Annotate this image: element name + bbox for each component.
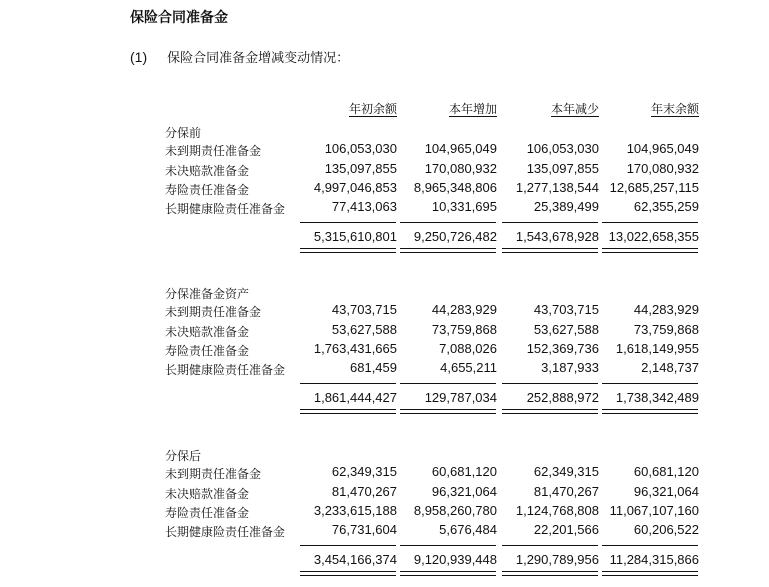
total-double-rule <box>602 571 698 576</box>
total-cell: 1,861,444,427 <box>313 389 397 405</box>
table-cell: 60,681,120 <box>633 464 699 480</box>
total-cell: 1,543,678,928 <box>515 228 599 244</box>
table-cell: 43,703,715 <box>533 302 599 318</box>
table-cell: 1,124,768,808 <box>515 502 599 518</box>
total-cell: 11,284,315,866 <box>609 551 699 567</box>
table-cell: 77,413,063 <box>331 199 397 215</box>
total-double-rule <box>502 409 598 414</box>
total-cell: 1,738,342,489 <box>615 389 699 405</box>
subtotal-rule <box>400 545 496 546</box>
section-heading: 分保后 <box>165 449 202 463</box>
total-double-rule <box>602 409 698 414</box>
table-cell: 106,053,030 <box>324 141 397 157</box>
table-cell: 8,958,260,780 <box>413 502 497 518</box>
subtotal-rule <box>300 383 396 384</box>
total-cell: 129,787,034 <box>424 389 497 405</box>
table-cell: 11,067,107,160 <box>609 502 699 518</box>
total-double-rule <box>400 571 496 576</box>
table-cell: 43,703,715 <box>331 302 397 318</box>
table-cell: 60,681,120 <box>431 464 497 480</box>
table-cell: 106,053,030 <box>526 141 599 157</box>
total-cell: 1,290,789,956 <box>515 551 599 567</box>
row-label: 未决赔款准备金 <box>165 486 250 501</box>
total-double-rule <box>602 248 698 253</box>
column-header: 年末余额 <box>650 102 699 116</box>
table-cell: 1,277,138,544 <box>515 179 599 195</box>
subtotal-rule <box>602 545 698 546</box>
table-cell: 1,618,149,955 <box>615 340 699 356</box>
row-label: 寿险责任准备金 <box>165 505 250 520</box>
subtitle-number: (1) <box>130 49 148 65</box>
table-cell: 62,355,259 <box>633 199 699 215</box>
total-cell: 252,888,972 <box>526 389 599 405</box>
total-double-rule <box>300 409 396 414</box>
row-label: 未到期责任准备金 <box>165 305 262 320</box>
section-heading: 分保前 <box>165 126 202 140</box>
table-cell: 8,965,348,806 <box>413 179 497 195</box>
row-label: 寿险责任准备金 <box>165 343 250 358</box>
column-header: 年初余额 <box>348 102 397 116</box>
row-label: 未决赔款准备金 <box>165 163 250 178</box>
table-cell: 76,731,604 <box>331 522 397 538</box>
table-cell: 104,965,049 <box>626 141 699 157</box>
total-double-rule <box>400 248 496 253</box>
total-double-rule <box>400 409 496 414</box>
section-heading: 分保准备金资产 <box>165 287 250 301</box>
table-cell: 12,685,257,115 <box>609 179 699 195</box>
table-cell: 2,148,737 <box>641 360 699 376</box>
row-label: 未到期责任准备金 <box>165 144 262 159</box>
subtotal-rule <box>300 545 396 546</box>
subtotal-rule <box>602 222 698 223</box>
subtotal-rule <box>400 383 496 384</box>
table-cell: 73,759,868 <box>633 321 699 337</box>
total-double-rule <box>300 571 396 576</box>
row-label: 长期健康险责任准备金 <box>165 363 286 378</box>
table-cell: 81,470,267 <box>533 483 599 499</box>
subtotal-rule <box>400 222 496 223</box>
subtotal-rule <box>602 383 698 384</box>
table-cell: 135,097,855 <box>526 160 599 176</box>
row-label: 未决赔款准备金 <box>165 324 250 339</box>
total-cell: 13,022,658,355 <box>608 228 699 244</box>
table-cell: 62,349,315 <box>533 464 599 480</box>
table-cell: 3,233,615,188 <box>313 502 397 518</box>
row-label: 未到期责任准备金 <box>165 467 262 482</box>
table-cell: 1,763,431,665 <box>313 340 397 356</box>
column-header: 本年减少 <box>550 102 599 116</box>
row-label: 寿险责任准备金 <box>165 182 250 197</box>
row-label: 长期健康险责任准备金 <box>165 525 286 540</box>
table-cell: 10,331,695 <box>431 199 497 215</box>
page-title: 保险合同准备金 <box>130 10 228 26</box>
total-double-rule <box>502 571 598 576</box>
table-cell: 53,627,588 <box>533 321 599 337</box>
subtotal-rule <box>502 222 598 223</box>
total-cell: 3,454,166,374 <box>313 551 397 567</box>
total-double-rule <box>300 248 396 253</box>
subtitle-text: 保险合同准备金增减变动情况： <box>167 51 350 66</box>
table-cell: 152,369,736 <box>526 340 599 356</box>
subtotal-rule <box>300 222 396 223</box>
table-cell: 60,206,522 <box>633 522 699 538</box>
total-cell: 9,120,939,448 <box>413 551 497 567</box>
table-cell: 96,321,064 <box>431 483 497 499</box>
table-cell: 4,655,211 <box>440 360 497 376</box>
table-cell: 4,997,046,853 <box>313 179 397 195</box>
table-cell: 53,627,588 <box>331 321 397 337</box>
table-cell: 3,187,933 <box>541 360 599 376</box>
table-cell: 96,321,064 <box>633 483 699 499</box>
table-cell: 81,470,267 <box>331 483 397 499</box>
table-cell: 22,201,566 <box>533 522 599 538</box>
table-cell: 135,097,855 <box>324 160 397 176</box>
section-subtitle <box>130 47 349 66</box>
total-cell: 9,250,726,482 <box>413 228 497 244</box>
table-cell: 170,080,932 <box>424 160 497 176</box>
subtotal-rule <box>502 545 598 546</box>
table-cell: 62,349,315 <box>331 464 397 480</box>
table-cell: 170,080,932 <box>626 160 699 176</box>
table-cell: 5,676,484 <box>439 522 497 538</box>
table-cell: 104,965,049 <box>424 141 497 157</box>
total-double-rule <box>502 248 598 253</box>
subtotal-rule <box>502 383 598 384</box>
table-cell: 681,459 <box>350 360 397 376</box>
table-cell: 25,389,499 <box>533 199 599 215</box>
column-header: 本年增加 <box>448 102 497 116</box>
row-label: 长期健康险责任准备金 <box>165 202 286 217</box>
total-cell: 5,315,610,801 <box>313 228 397 244</box>
table-cell: 7,088,026 <box>439 340 497 356</box>
table-cell: 44,283,929 <box>431 302 497 318</box>
table-cell: 44,283,929 <box>633 302 699 318</box>
table-cell: 73,759,868 <box>431 321 497 337</box>
